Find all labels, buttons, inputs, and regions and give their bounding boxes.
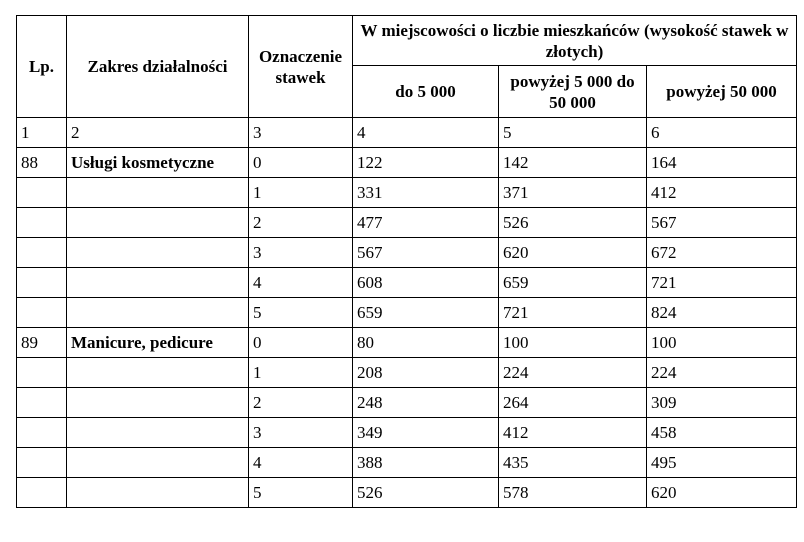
- rate-b-cell: 264: [499, 388, 647, 418]
- rate-a-cell: 567: [353, 238, 499, 268]
- table-row: [17, 298, 797, 328]
- lp-cell: [17, 358, 67, 388]
- header-col-b: powyżej 5 000 do 50 000: [499, 66, 647, 118]
- table-row: [17, 178, 797, 208]
- table-row: [17, 388, 797, 418]
- rate-a-cell: 331: [353, 178, 499, 208]
- lp-cell: 89: [17, 328, 67, 358]
- rate-c-cell: 620: [647, 478, 797, 508]
- rate-a-cell: 248: [353, 388, 499, 418]
- numbering-cell: 3: [249, 118, 353, 148]
- code-cell: 5: [249, 298, 353, 328]
- rate-a-cell: 349: [353, 418, 499, 448]
- activity-name-cell: [67, 388, 249, 418]
- table-row: [17, 328, 797, 358]
- numbering-cell: 5: [499, 118, 647, 148]
- activity-name-cell: Manicure, pedicure: [67, 328, 249, 358]
- lp-cell: 88: [17, 148, 67, 178]
- numbering-row: [17, 118, 797, 148]
- code-cell: 0: [249, 328, 353, 358]
- lp-cell: [17, 298, 67, 328]
- rate-c-cell: 458: [647, 418, 797, 448]
- code-cell: 3: [249, 238, 353, 268]
- lp-cell: [17, 178, 67, 208]
- code-cell: 3: [249, 418, 353, 448]
- rate-b-cell: 526: [499, 208, 647, 238]
- code-cell: 5: [249, 478, 353, 508]
- numbering-cell: 4: [353, 118, 499, 148]
- rate-a-cell: 477: [353, 208, 499, 238]
- rate-a-cell: 388: [353, 448, 499, 478]
- rate-c-cell: 100: [647, 328, 797, 358]
- rate-c-cell: 164: [647, 148, 797, 178]
- lp-cell: [17, 418, 67, 448]
- rate-c-cell: 224: [647, 358, 797, 388]
- header-population-group: W miejscowości o liczbie mieszkańców (wysokość stawek w złotych): [353, 16, 797, 66]
- lp-cell: [17, 478, 67, 508]
- rate-b-cell: 142: [499, 148, 647, 178]
- rate-c-cell: 824: [647, 298, 797, 328]
- lp-cell: [17, 388, 67, 418]
- rate-c-cell: 721: [647, 268, 797, 298]
- rate-a-cell: 122: [353, 148, 499, 178]
- rate-c-cell: 672: [647, 238, 797, 268]
- rate-b-cell: 578: [499, 478, 647, 508]
- lp-cell: [17, 208, 67, 238]
- header-col-a: do 5 000: [353, 66, 499, 118]
- code-cell: 2: [249, 388, 353, 418]
- table-row: [17, 148, 797, 178]
- numbering-cell: 1: [17, 118, 67, 148]
- code-cell: 4: [249, 448, 353, 478]
- table-row: [17, 478, 797, 508]
- table-row: [17, 358, 797, 388]
- numbering-cell: 6: [647, 118, 797, 148]
- lp-cell: [17, 268, 67, 298]
- header-zakres: Zakres działalności: [67, 16, 249, 118]
- rate-b-cell: 371: [499, 178, 647, 208]
- rate-a-cell: 608: [353, 268, 499, 298]
- rate-b-cell: 412: [499, 418, 647, 448]
- activity-name-cell: [67, 178, 249, 208]
- rate-a-cell: 526: [353, 478, 499, 508]
- activity-name-cell: [67, 238, 249, 268]
- rate-c-cell: 412: [647, 178, 797, 208]
- rate-b-cell: 435: [499, 448, 647, 478]
- lp-cell: [17, 238, 67, 268]
- activity-name-cell: [67, 208, 249, 238]
- activity-name-cell: [67, 298, 249, 328]
- table-row: [17, 268, 797, 298]
- header-oznaczenie: Oznaczenie stawek: [249, 16, 353, 118]
- code-cell: 0: [249, 148, 353, 178]
- table-row: [17, 418, 797, 448]
- activity-name-cell: [67, 268, 249, 298]
- table-row: [17, 448, 797, 478]
- rate-b-cell: 100: [499, 328, 647, 358]
- rate-b-cell: 224: [499, 358, 647, 388]
- activity-name-cell: [67, 358, 249, 388]
- rate-c-cell: 495: [647, 448, 797, 478]
- header-col-c: powyżej 50 000: [647, 66, 797, 118]
- table-row: [17, 238, 797, 268]
- rate-b-cell: 721: [499, 298, 647, 328]
- activity-name-cell: [67, 478, 249, 508]
- rate-b-cell: 659: [499, 268, 647, 298]
- header-lp: Lp.: [17, 16, 67, 118]
- lp-cell: [17, 448, 67, 478]
- code-cell: 2: [249, 208, 353, 238]
- rate-a-cell: 80: [353, 328, 499, 358]
- rates-table: [16, 15, 797, 508]
- activity-name-cell: Usługi kosmetyczne: [67, 148, 249, 178]
- activity-name-cell: [67, 418, 249, 448]
- rate-c-cell: 309: [647, 388, 797, 418]
- code-cell: 1: [249, 358, 353, 388]
- rate-b-cell: 620: [499, 238, 647, 268]
- code-cell: 4: [249, 268, 353, 298]
- rate-a-cell: 208: [353, 358, 499, 388]
- code-cell: 1: [249, 178, 353, 208]
- rate-c-cell: 567: [647, 208, 797, 238]
- table-row: [17, 208, 797, 238]
- numbering-cell: 2: [67, 118, 249, 148]
- rate-a-cell: 659: [353, 298, 499, 328]
- activity-name-cell: [67, 448, 249, 478]
